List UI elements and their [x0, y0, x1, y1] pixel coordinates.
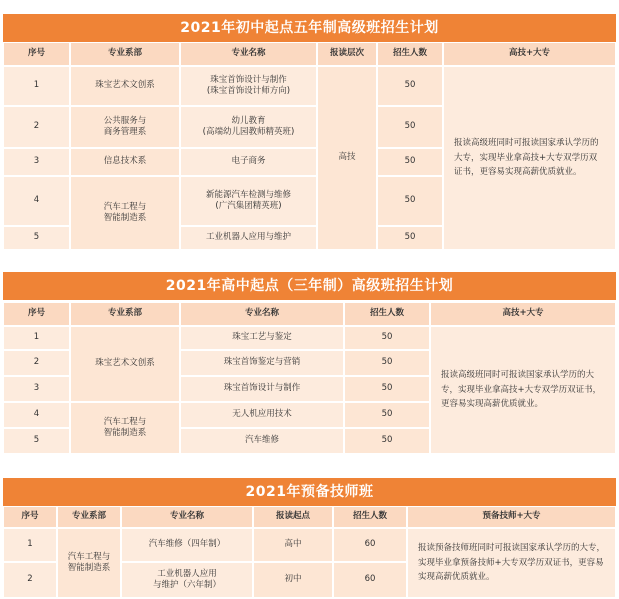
count-cell: 60 [333, 562, 407, 598]
header-cell: 专业系部 [70, 42, 180, 66]
count-cell: 50 [344, 376, 430, 402]
header-cell: 序号 [3, 302, 70, 326]
count-cell: 50 [377, 66, 443, 106]
count-cell: 60 [333, 528, 407, 562]
header-cell: 序号 [3, 506, 57, 528]
row-number: 1 [3, 528, 57, 562]
header-cell: 专业系部 [57, 506, 121, 528]
note-cell: 报读预备技师班同时可报读国家承认学历的大专，实现毕业拿预备技师+大专双学历双证书，更容易实现高薪优质就业。 [407, 528, 616, 598]
header-cell: 报读层次 [317, 42, 377, 66]
major-cell: 新能源汽车检测与维修 (广汽集团精英班) [180, 176, 317, 226]
header-cell: 高技+大专 [430, 302, 616, 326]
count-cell: 50 [377, 226, 443, 250]
major-cell: 汽车维修（四年制） [121, 528, 253, 562]
header-cell: 招生人数 [333, 506, 407, 528]
row-number: 2 [3, 350, 70, 376]
header-cell: 专业系部 [70, 302, 180, 326]
count-cell: 50 [344, 350, 430, 376]
row-number: 3 [3, 376, 70, 402]
table-title: 2021年预备技师班 [3, 478, 616, 506]
start-cell: 初中 [253, 562, 333, 598]
note-cell: 报读高级班同时可报读国家承认学历的大专，实现毕业拿高技+大专双学历双证书，更容易实现高薪优质就业。 [430, 326, 616, 454]
table-title: 2021年高中起点（三年制）高级班招生计划 [3, 272, 616, 300]
level-cell: 高技 [317, 66, 377, 250]
count-cell: 50 [377, 106, 443, 148]
major-cell: 工业机器人应用与维护 [180, 226, 317, 250]
major-cell: 珠宝首饰设计与制作 [180, 376, 344, 402]
header-cell: 专业名称 [180, 302, 344, 326]
major-cell: 电子商务 [180, 148, 317, 176]
table-title: 2021年初中起点五年制高级班招生计划 [3, 14, 616, 42]
count-cell: 50 [344, 402, 430, 428]
dept-cell: 珠宝艺术文创系 [70, 66, 180, 106]
major-cell: 珠宝工艺与鉴定 [180, 326, 344, 350]
row-number: 5 [3, 226, 70, 250]
dept-cell: 汽车工程与 智能制造系 [70, 402, 180, 454]
header-cell: 招生人数 [377, 42, 443, 66]
dept-cell: 汽车工程与 智能制造系 [57, 528, 121, 598]
note-cell: 报读高级班同时可报读国家承认学历的大专，实现毕业拿高技+大专双学历双证书，更容易实现高薪优质就业。 [443, 66, 616, 250]
count-cell: 50 [377, 176, 443, 226]
row-number: 2 [3, 106, 70, 148]
row-number: 5 [3, 428, 70, 454]
major-cell: 幼儿教育 (高端幼儿园教师精英班) [180, 106, 317, 148]
count-cell: 50 [377, 148, 443, 176]
corner-decoration [597, 0, 613, 8]
start-cell: 高中 [253, 528, 333, 562]
row-number: 1 [3, 66, 70, 106]
header-cell: 高技+大专 [443, 42, 616, 66]
major-cell: 工业机器人应用 与维护（六年制） [121, 562, 253, 598]
major-cell: 无人机应用技术 [180, 402, 344, 428]
count-cell: 50 [344, 326, 430, 350]
header-cell: 预备技师+大专 [407, 506, 616, 528]
dept-cell: 汽车工程与 智能制造系 [70, 176, 180, 250]
major-cell: 珠宝首饰鉴定与营销 [180, 350, 344, 376]
count-cell: 50 [344, 428, 430, 454]
header-cell: 专业名称 [180, 42, 317, 66]
header-cell: 序号 [3, 42, 70, 66]
header-cell: 专业名称 [121, 506, 253, 528]
row-number: 3 [3, 148, 70, 176]
row-number: 4 [3, 402, 70, 428]
dept-cell: 信息技术系 [70, 148, 180, 176]
major-cell: 汽车维修 [180, 428, 344, 454]
row-number: 4 [3, 176, 70, 226]
header-cell: 报读起点 [253, 506, 333, 528]
dept-cell: 珠宝艺术文创系 [70, 326, 180, 402]
row-number: 1 [3, 326, 70, 350]
major-cell: 珠宝首饰设计与制作 (珠宝首饰设计师方向) [180, 66, 317, 106]
row-number: 2 [3, 562, 57, 598]
header-cell: 招生人数 [344, 302, 430, 326]
dept-cell: 公共服务与 商务管理系 [70, 106, 180, 148]
